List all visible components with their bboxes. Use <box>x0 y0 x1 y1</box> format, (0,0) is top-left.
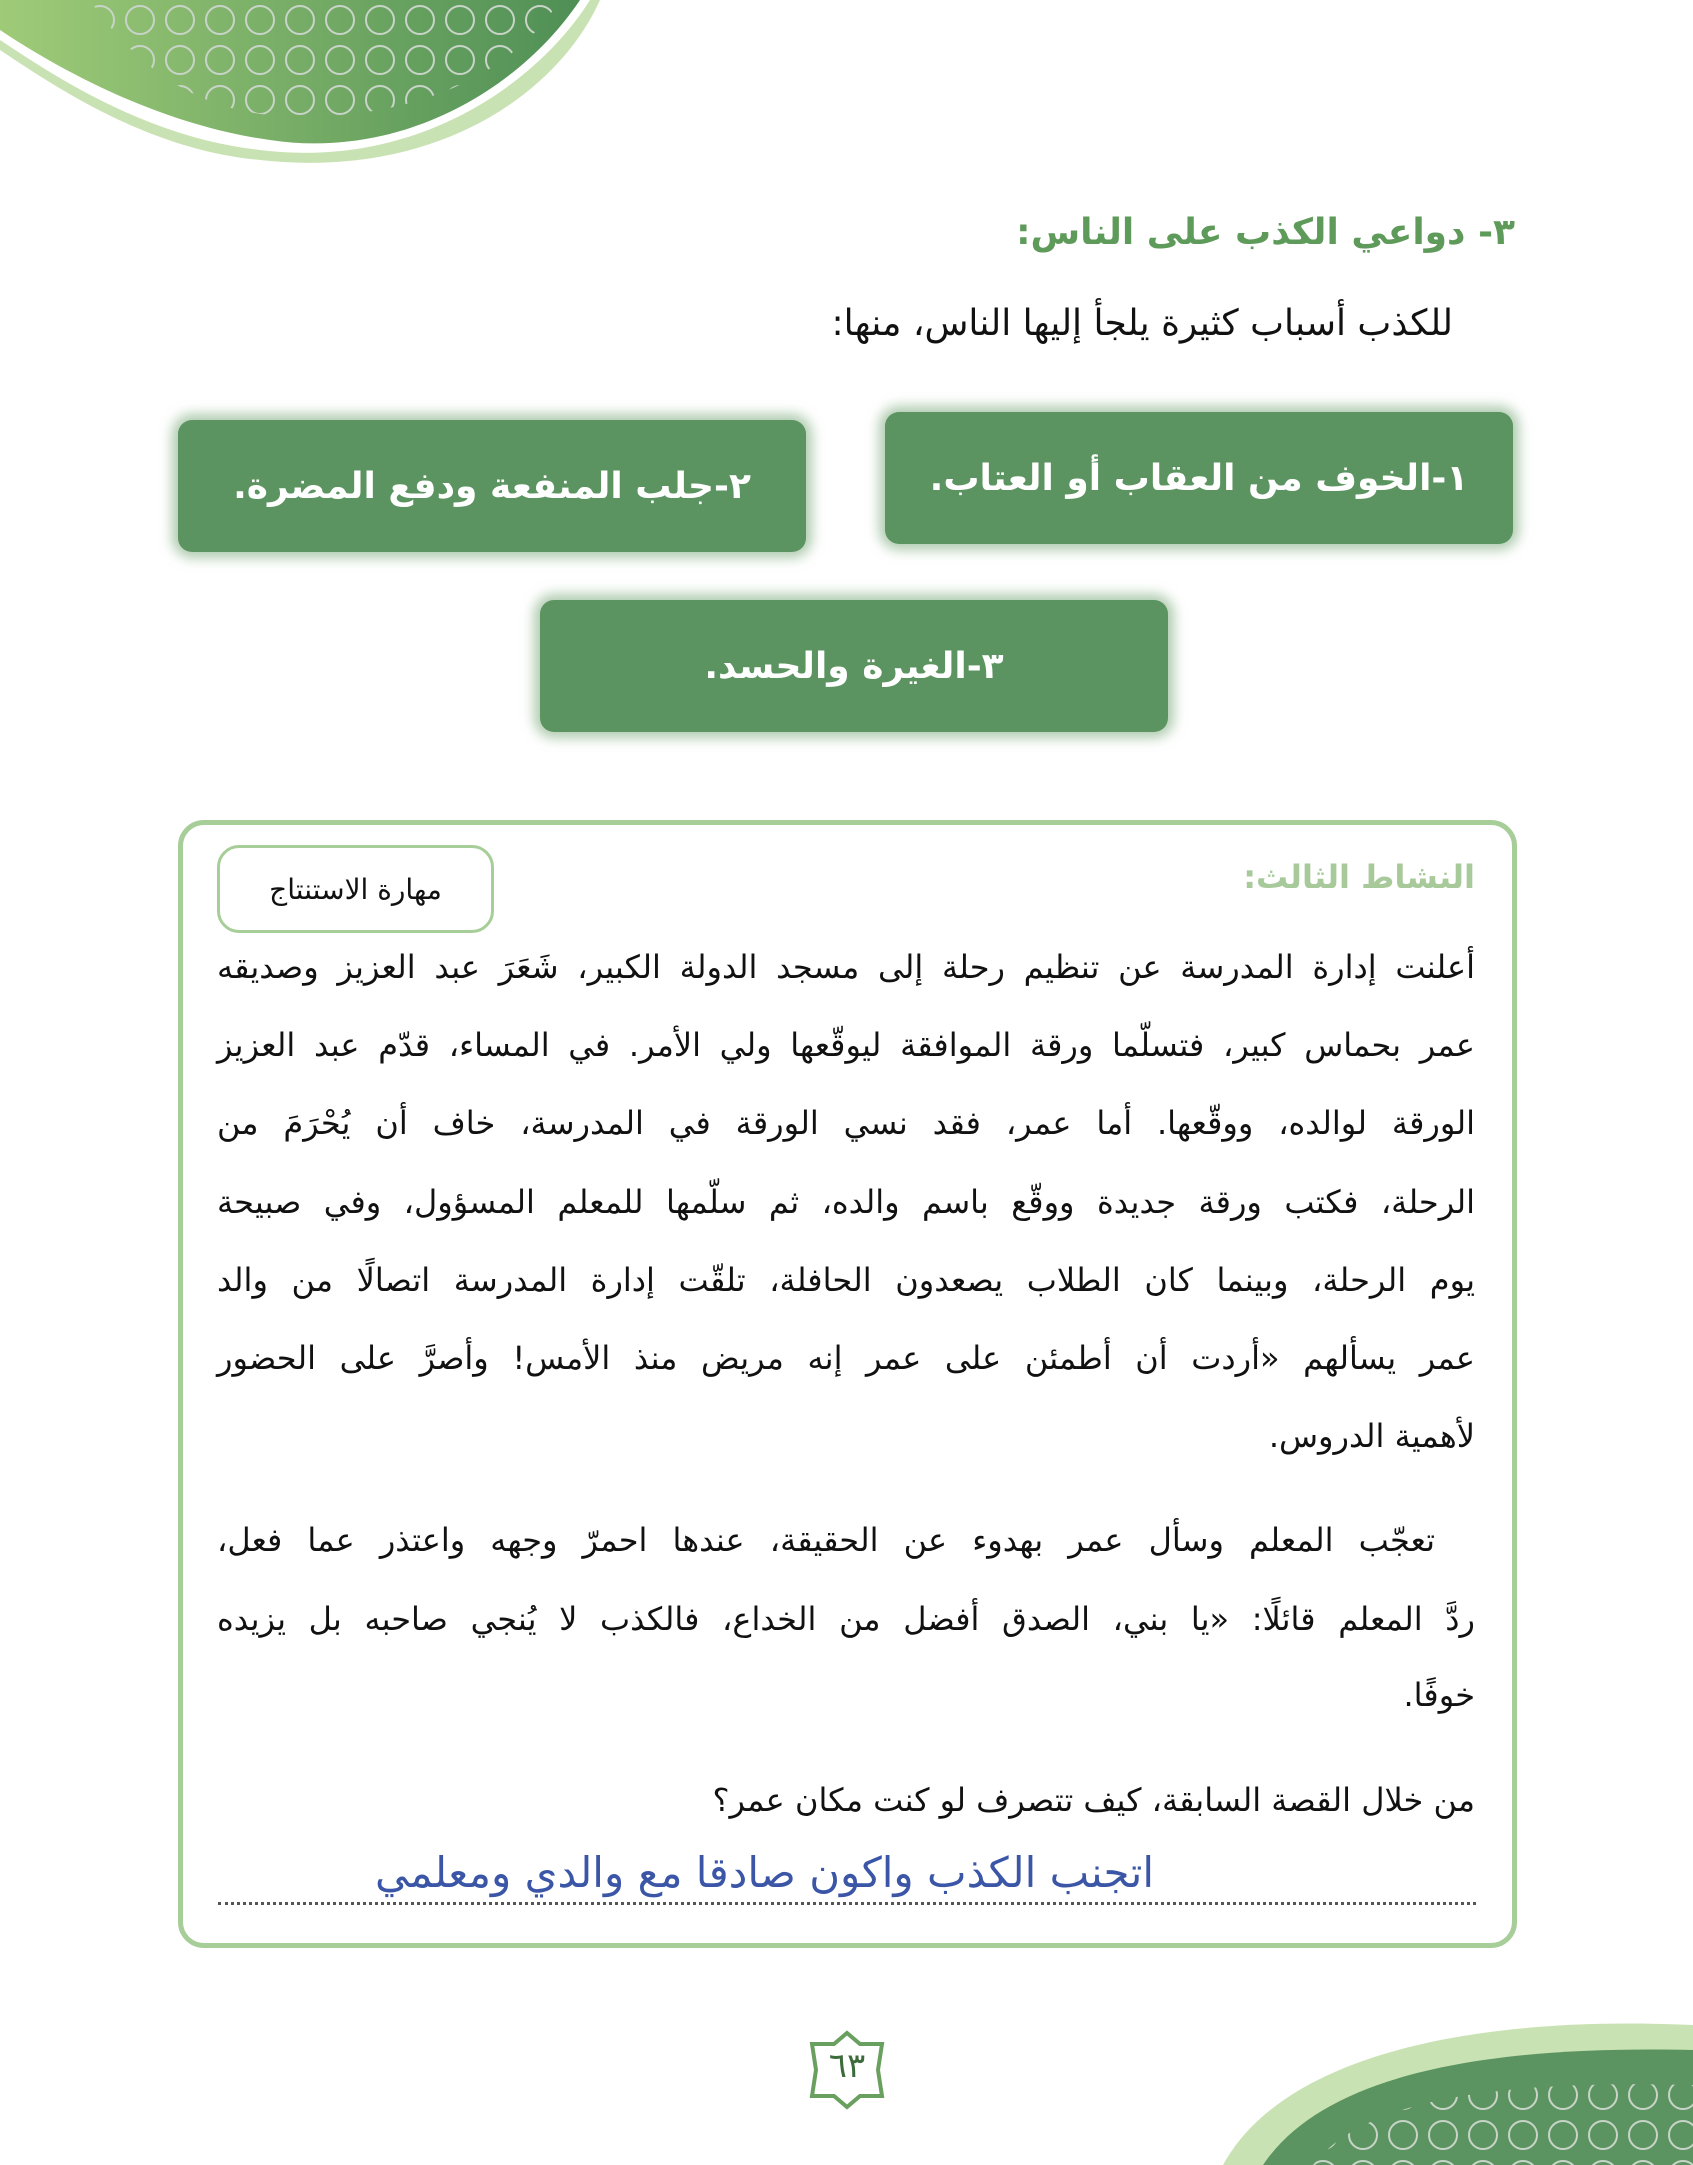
handwritten-answer[interactable]: اتجنب الكذب واكون صادقا مع والدي ومعلمي <box>375 1848 1155 1897</box>
cause-box-3: ٣-الغيرة والحسد. <box>540 600 1168 732</box>
cause-box-2: ٢-جلب المنفعة ودفع المضرة. <box>178 420 806 552</box>
story-line: أعلنت إدارة المدرسة عن تنظيم رحلة إلى مسجد الدولة الكبير، شَعَرَ عبد العزيز وصديقه <box>217 948 1475 986</box>
activity-frame <box>178 820 1517 1948</box>
bottom-decoration <box>1223 1995 1693 2165</box>
story-line: تعجّب المعلم وسأل عمر بهدوء عن الحقيقة، عندها احمرّ وجهه واعتذر عما فعل، <box>217 1521 1435 1559</box>
section-heading: ٣- دواعي الكذب على الناس: <box>1016 212 1515 253</box>
story-line: لأهمية الدروس. <box>1268 1417 1475 1455</box>
answer-line[interactable] <box>218 1902 1476 1905</box>
cause-box-1: ١-الخوف من العقاب أو العتاب. <box>885 412 1513 544</box>
story-line: يوم الرحلة، وبينما كان الطلاب يصعدون الحافلة، تلقّت إدارة المدرسة اتصالًا من والد <box>217 1261 1475 1299</box>
story-line: الورقة لوالده، ووقّعها. أما عمر، فقد نسي الورقة في المدرسة، خاف أن يُحْرَمَ من <box>217 1104 1475 1142</box>
story-line: ردَّ المعلم قائلًا: «يا بني، الصدق أفضل من الخداع، فالكذب لا يُنجي صاحبه بل يزيده <box>217 1600 1475 1638</box>
question: من خلال القصة السابقة، كيف تتصرف لو كنت مكان عمر؟ <box>712 1781 1475 1819</box>
story-line: الرحلة، فكتب ورقة جديدة ووقّع باسم والده، ثم سلّمها للمعلم المسؤول، وفي صبيحة <box>217 1183 1475 1221</box>
skill-label: مهارة الاستنتاج <box>217 845 494 933</box>
story-line: عمر بحماس كبير، فتسلّما ورقة الموافقة ليوقّعها ولي الأمر. في المساء، قدّم عبد العزيز <box>217 1026 1475 1064</box>
activity-title: النشاط الثالث: <box>1243 858 1475 896</box>
top-decoration <box>0 0 600 190</box>
story-line: عمر يسألهم «أردت أن أطمئن على عمر إنه مريض منذ الأمس! وأصرَّ على الحضور <box>217 1339 1475 1377</box>
story-line: خوفًا. <box>1403 1676 1475 1714</box>
page-number-badge <box>806 2030 888 2110</box>
page-number: ٦٣ <box>828 2046 866 2086</box>
section-intro: للكذب أسباب كثيرة يلجأ إليها الناس، منها: <box>831 303 1453 344</box>
